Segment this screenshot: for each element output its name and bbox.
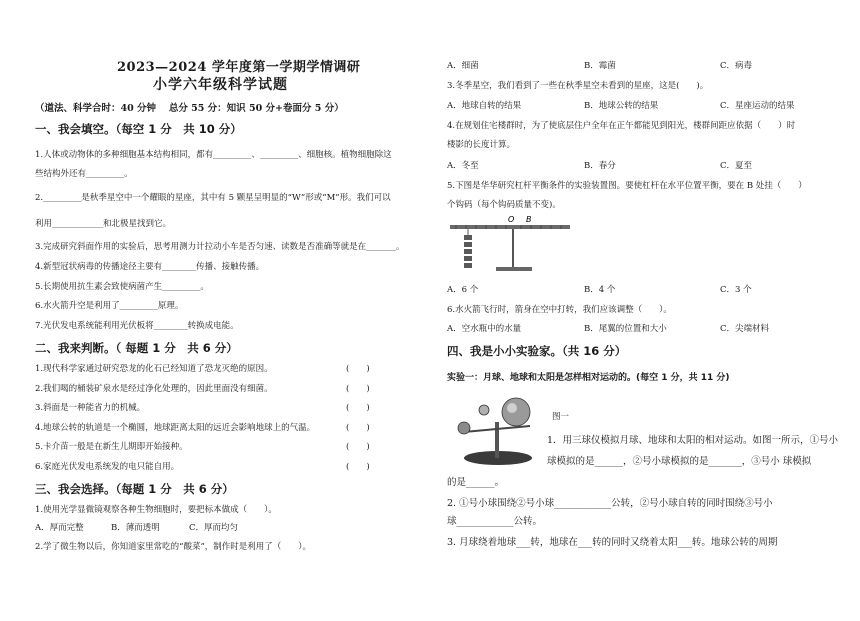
exam-info: （道法、科学合时：40 分钟 总分 55 分：知识 50 分+卷面分 5 分） (35, 103, 344, 114)
choice-question: 2.学了微生物以后，你知道家里常吃的“酸菜”，制作时是利用了（ ）。 (35, 542, 312, 552)
option: B．春分 (584, 161, 616, 171)
option: C．病毒 (720, 61, 753, 71)
lever-base (496, 267, 532, 271)
judge-item: 3.斜面是一种能省力的机械。 (35, 403, 146, 413)
figure-label: 图一 (552, 412, 570, 422)
fill-line: 些结构外还有_________。 (35, 169, 133, 179)
option: A．空水瓶中的水量 (447, 324, 522, 334)
section-1-title: 一、我会填空。（每空 1 分 共 10 分） (35, 122, 242, 136)
judge-mark: ( ) (346, 364, 370, 374)
judge-mark: ( ) (346, 403, 370, 413)
sphere-highlight (507, 403, 517, 413)
option: C．星座运动的结果 (720, 101, 795, 111)
section-4-title: 四、我是小小实验家。（共 16 分） (447, 344, 627, 358)
section-2-title: 二、我来判断。（ 每题 1 分 共 6 分） (35, 341, 238, 355)
exam-subtitle: 小学六年级科学试题 (153, 77, 288, 93)
fill-line: 5.长期使用抗生素会致使病菌产生_________。 (35, 282, 209, 292)
section-3-title: 三、我会选择。（每题 1 分 共 6 分） (35, 482, 234, 496)
orrery-figure (450, 392, 540, 468)
option: C．3 个 (720, 285, 752, 295)
lever-figure (446, 213, 576, 275)
exam-title: 2023—2024 学年度第一学期学情调研 (117, 60, 361, 75)
ball-2-icon (479, 405, 489, 415)
option: A．细菌 (447, 61, 479, 71)
choice-question: 楼影的长度计算。 (447, 140, 516, 150)
judge-mark: ( ) (346, 423, 370, 433)
ball-3-icon (502, 398, 530, 426)
judge-mark: ( ) (346, 442, 370, 452)
fill-line: 1.人体或动物体的多种细胞基本结构相同，都有_________、_________、细胞核。植物细胞除这 (35, 150, 392, 160)
choice-question: 4.在规划住宅楼群时，为了使底层住户全年在正午都能见到阳光，楼群间距应依据（ ）时 (447, 121, 796, 131)
fill-line: 4.新型冠状病毒的传播途径主要有________传播、接触传播。 (35, 262, 265, 272)
choice-options (447, 161, 752, 172)
experiment-line: 2. ①号小球围绕②号小球____________公转，②号小球自转的同时围绕③号小 (447, 498, 773, 509)
option: B．霉菌 (584, 61, 616, 71)
fill-line: 3.完成研究斜面作用的实验后，思考用测力计拉动小车是否匀速、读数是否准确等就是在_______。 (35, 242, 405, 252)
judge-item: 1.现代科学家通过研究恐龙的化石已经知道了恐龙灭绝的原因。 (35, 364, 273, 374)
ball-1-icon (458, 422, 470, 434)
experiment-line: 球模拟的是______，②号小球模拟的是_______，③号小 球模拟 (547, 456, 812, 467)
choice-question: 个钩码（每个钩码质量不变)。 (447, 200, 561, 210)
orrery-pillar (495, 422, 499, 458)
option: B．地球公转的结果 (584, 101, 659, 111)
option: A．冬至 (447, 161, 479, 171)
point-b-label: B (526, 215, 532, 224)
option: A．厚而完整 (35, 523, 84, 533)
judge-mark: ( ) (346, 462, 370, 472)
judge-item: 2.我们喝的桶装矿泉水是经过净化处理的，因此里面没有细菌。 (35, 384, 273, 394)
experiment-line: 球____________公转。 (447, 516, 543, 527)
judge-mark: ( ) (346, 384, 370, 394)
judge-item: 6.家庭光伏发电系统发的电只能自用。 (35, 462, 180, 472)
fill-line: 6.水火箭升空是利用了_________原理。 (35, 301, 184, 311)
fill-line: 利用____________和北极星找到它。 (35, 219, 172, 229)
choice-options (447, 324, 769, 335)
judge-item: 4.地球公转的轨道是一个椭圆，地球距离太阳的远近会影响地球上的气温。 (35, 423, 316, 433)
option: B．尾翼的位置和大小 (584, 324, 667, 334)
option: B．4 个 (584, 285, 616, 295)
experiment-line: 3. 月球绕着地球___转，地球在___转的同时又绕着太阳___转。地球公转的周期 (447, 537, 778, 548)
choice-question: 3.冬季星空，我们看到了一些在秋季星空未看到的星座，这是( )。 (447, 81, 709, 91)
choice-options (447, 61, 752, 72)
hook-weights (464, 235, 472, 268)
option: C．夏至 (720, 161, 753, 171)
experiment-line: 的是______。 (447, 477, 505, 488)
option: A．地球自转的结果 (447, 101, 522, 111)
experiment-1-title: 实验一：月球、地球和太阳是怎样相对运动的。(每空 1 分，共 11 分) (447, 373, 730, 383)
choice-question: 6.水火箭飞行时，箭身在空中打转，我们应该调整（ ）。 (447, 305, 672, 315)
choice-options (447, 101, 795, 112)
fill-line: 2._________是秋季星空中一个耀眼的星座，其中有 5 颗星呈明显的“W”形或“M”形。我们可以 (35, 193, 391, 203)
choice-options (447, 285, 752, 296)
judge-item: 5.卡介苗一般是在新生儿期即开始接种。 (35, 442, 188, 452)
choice-question: 1.使用光学显微镜观察各种生物细胞时，要把标本做成（ ）。 (35, 505, 277, 515)
option: A．6 个 (447, 285, 479, 295)
experiment-line: 1．用三球仪模拟月球、地球和太阳的相对运动。如图一所示，①号小 (547, 435, 839, 446)
lever-beam (450, 225, 570, 229)
option: C．尖端材料 (720, 324, 770, 334)
choice-question: 5.下图是华华研究杠杆平衡条件的实验装置图。要使杠杆在水平位置平衡，要在 B 处挂（ ） (447, 181, 807, 191)
choice-options (35, 523, 238, 534)
option: B．薄而透明 (111, 523, 160, 533)
option: C．厚而均匀 (189, 523, 239, 533)
pivot-label: O (508, 215, 515, 224)
fill-line: 7.光伏发电系统能利用光伏板将________转换成电能。 (35, 321, 239, 331)
